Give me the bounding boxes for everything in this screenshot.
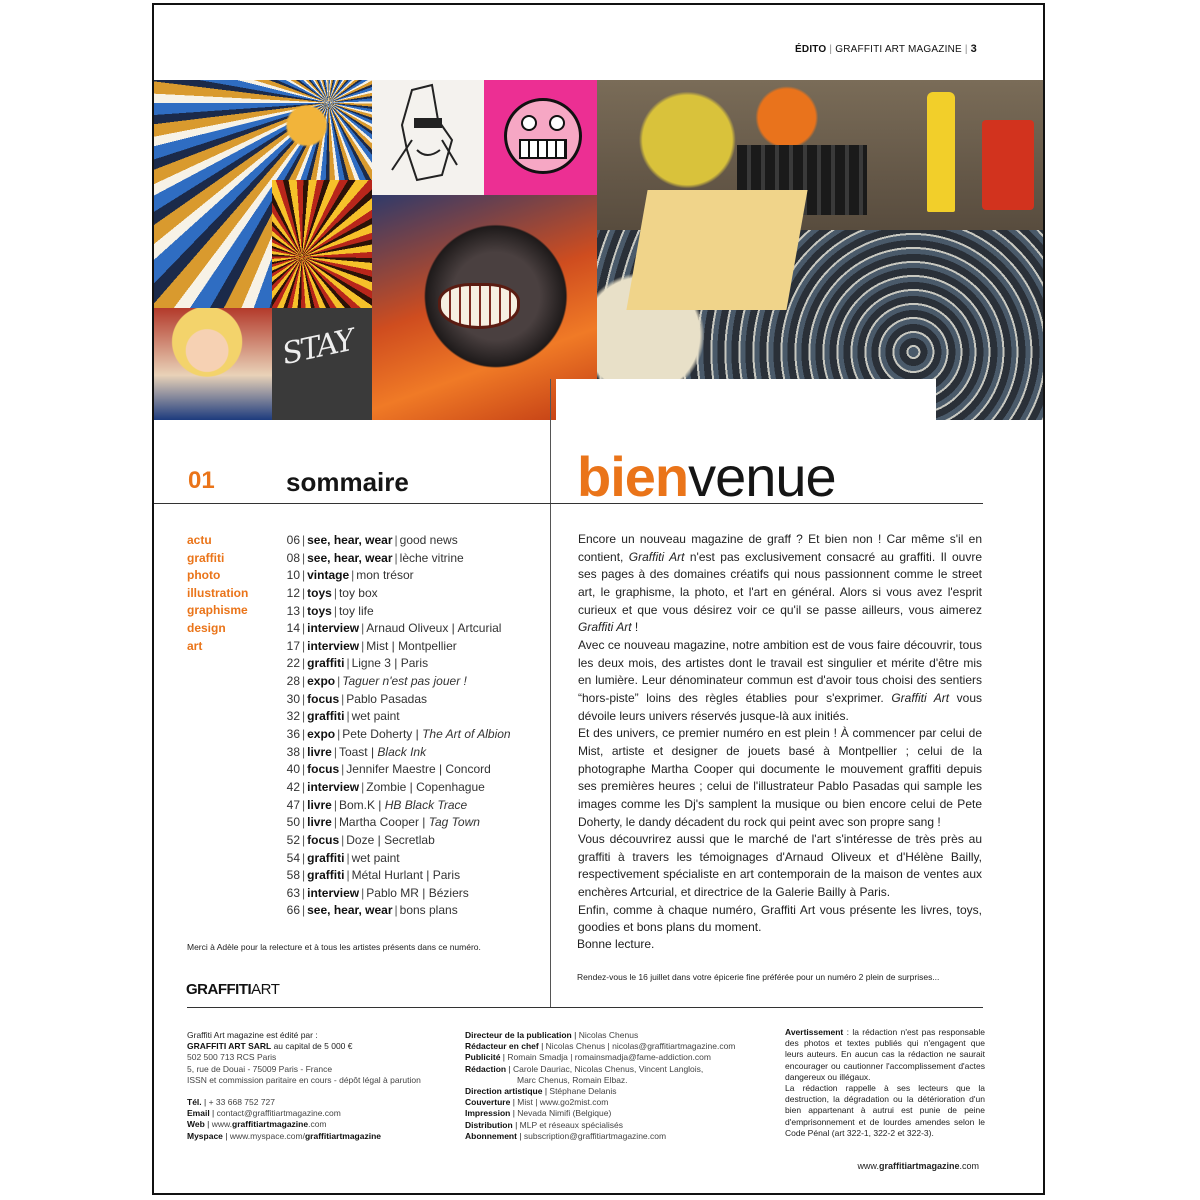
graffiti-tag-photo <box>272 308 372 420</box>
web-link[interactable] <box>212 1119 327 1129</box>
category-item[interactable]: photo <box>187 568 221 583</box>
publisher-info: Graffiti Art magazine est édité par : GRAFFITI ART SARL au capital de 5 000 € 502 500 713 RCS Paris 5, rue de Douai - 75009 Paris - France ISSN et commission paritaire en cours - dépôt légal à parution Tél. | + 33 668 752 727 Email | contact@graffitiartmagazine.com Web | www.graffitiartmagazine.com Myspace | www.myspace.com/graffitiartmagazine <box>187 1030 457 1142</box>
toc-entry[interactable] <box>283 779 511 797</box>
toc-entry[interactable] <box>283 532 511 550</box>
magazine-page <box>152 3 1045 1195</box>
entry-page: 06 <box>286 533 300 547</box>
entry-page: 17 <box>286 638 300 653</box>
credit-label: Rédacteur en chef <box>465 1041 539 1052</box>
separator: | <box>302 533 306 547</box>
label: Email <box>187 1108 210 1119</box>
header-section: ÉDITO <box>795 44 827 55</box>
entry-title: Métal Hurlant | Paris <box>351 868 461 883</box>
entry-page: 38 <box>286 744 300 759</box>
entry-page: 42 <box>286 779 300 794</box>
toc-entry[interactable] <box>283 885 511 903</box>
pinup-illustration <box>154 308 272 420</box>
credit-line: Rédacteur en chef | Nicolas Chenus | nicolas@graffitiartmagazine.com <box>465 1041 736 1052</box>
logo-bold: GRAFFITI <box>186 981 252 998</box>
header-magazine: GRAFFITI ART MAGAZINE <box>835 44 962 55</box>
entry-page: 66 <box>286 903 300 918</box>
category-item[interactable]: design <box>187 620 226 635</box>
entry-rubric: focus <box>307 832 340 847</box>
text: ISSN et commission paritaire en cours - dépôt légal à parution <box>187 1074 421 1085</box>
toc-entry[interactable] <box>283 708 511 726</box>
page-header: ÉDITO | GRAFFITI ART MAGAZINE | 3 <box>795 43 977 55</box>
paint-bottle <box>927 92 955 212</box>
toc-entry[interactable] <box>283 726 511 744</box>
entry-title: Jennifer Maestre | Concord <box>346 762 491 777</box>
toc-entry[interactable] <box>283 620 511 638</box>
separator: | <box>302 621 306 636</box>
separator: | <box>337 674 341 689</box>
text: www. <box>857 1161 879 1171</box>
entry-page: 36 <box>286 727 300 742</box>
category-item[interactable]: graffiti <box>187 550 225 565</box>
credit-value: Nicolas Chenus <box>578 1030 639 1040</box>
category-item[interactable]: art <box>187 638 203 653</box>
separator: | <box>341 691 345 706</box>
entry-page: 30 <box>286 691 300 706</box>
text: Encore un nouveau magazine de graff ? Et bien non ! Car même s'il en contient, <box>578 532 982 564</box>
text: vous dévoile leurs univers réservés jusque-là aux initiés. <box>578 690 983 723</box>
separator: | <box>302 585 306 600</box>
separator: | <box>302 656 306 671</box>
sketch-illustration <box>372 80 484 195</box>
text: au capital de 5 000 € <box>271 1041 353 1052</box>
toc-title: sommaire <box>286 467 409 497</box>
separator: | <box>302 603 306 618</box>
clay-blocks <box>626 190 807 310</box>
grin-teeth <box>438 283 520 329</box>
entry-page: 14 <box>286 621 300 636</box>
credit-label: Publicité <box>465 1052 501 1063</box>
entry-rubric: livre <box>307 797 332 812</box>
entry-rubric: focus <box>307 762 340 777</box>
entry-title: Doze | Secretlab <box>346 832 435 847</box>
category-item[interactable]: illustration <box>187 585 249 600</box>
entry-rubric: livre <box>307 815 332 830</box>
entry-title: Toast | <box>338 744 378 759</box>
phone: + 33 668 752 727 <box>208 1097 276 1108</box>
title-bien: bien <box>577 445 689 508</box>
flames-artwork <box>272 180 372 308</box>
entry-rubric: see, hear, wear <box>307 550 393 565</box>
toc-entry[interactable] <box>283 744 511 762</box>
toc-entry[interactable] <box>283 655 511 673</box>
credit-line: Impression | Nevada Nimifi (Belgique) <box>465 1108 612 1119</box>
credit-value: MLP et réseaux spécialisés <box>519 1119 623 1130</box>
credit-label: Impression <box>465 1108 511 1119</box>
credit-line <box>465 1075 765 1086</box>
entry-title: Pablo Pasadas <box>346 691 427 706</box>
separator: | <box>302 638 306 653</box>
entry-title: Arnaud Oliveux | Artcurial <box>366 621 502 636</box>
toc-entry[interactable] <box>283 761 511 779</box>
separator: | <box>351 568 355 583</box>
entry-title: Bom.K | <box>338 797 385 812</box>
entry-rubric: graffiti <box>307 868 345 883</box>
separator: | <box>302 568 306 583</box>
entry-title: wet paint <box>351 709 400 724</box>
separator: | <box>361 779 365 794</box>
entry-page: 32 <box>286 709 300 724</box>
credits <box>465 1030 765 1142</box>
text: .com <box>308 1119 327 1130</box>
website-url[interactable] <box>857 1161 979 1171</box>
toc-entry[interactable] <box>283 850 511 868</box>
separator: | <box>394 903 398 918</box>
graffiti-art-logo <box>186 981 279 998</box>
category-item[interactable]: graphisme <box>187 603 248 618</box>
text: ! <box>631 620 639 635</box>
toc-entry[interactable] <box>283 902 511 920</box>
text: graffitiartmagazine <box>878 1161 960 1171</box>
entry-rubric: toys <box>307 603 332 618</box>
edito-paragraph: Et des univers, ce premier numéro en est plein ! À commencer par celui de Mist, artiste et designer de jouets basé à Montpellier ; celui de la photographe Martha Cooper qui documente le mouvement graffiti depuis ses premières heures ; celui de l'illustrateur Pablo Pasadas qui sample les images comme les Dj's samplent la musique ou bien encore celui de Pete Doherty, le dandy décadent du rock qui peint avec son propre sang ! <box>578 726 982 829</box>
credit-value: Marc Chenus, Romain Elbaz. <box>517 1074 628 1085</box>
entry-title: wet paint <box>351 850 400 865</box>
edito-paragraph <box>578 637 982 725</box>
separator: | <box>341 832 345 847</box>
page-number: 3 <box>970 43 977 55</box>
category-item[interactable]: actu <box>187 533 212 547</box>
separator: | <box>302 815 306 830</box>
company-name: GRAFFITI ART SARL <box>187 1041 272 1052</box>
entry-page: 47 <box>286 797 300 812</box>
text: graffitiartmagazine <box>232 1119 309 1130</box>
entry-rubric: focus <box>307 691 340 706</box>
photo-collage <box>154 80 1045 420</box>
divider <box>154 503 554 504</box>
entry-page: 13 <box>286 603 300 618</box>
thanks-note: Merci à Adèle pour la relecture et à tous les artistes présents dans ce numéro. <box>187 942 481 952</box>
entry-title: toy box <box>338 585 378 600</box>
entry-rubric: interview <box>307 621 360 636</box>
entry-italic-title: The Art of Albion <box>422 727 511 742</box>
entry-italic-title: Taguer n'est pas jouer ! <box>342 674 467 689</box>
credit-line: Distribution | MLP et réseaux spécialisés <box>465 1119 623 1130</box>
separator: | <box>302 674 306 689</box>
text: Graffiti Art <box>578 620 632 635</box>
address: 5, rue de Douai - 75009 Paris - France <box>187 1063 333 1074</box>
credit-line: Publicité | Romain Smadja | romainsmadja@fame-addiction.com <box>465 1052 711 1063</box>
edito-body <box>578 531 982 937</box>
entry-title: Pablo MR | Béziers <box>366 885 469 900</box>
credit-line: Directeur de la publication | Nicolas Chenus <box>465 1030 639 1040</box>
entry-rubric: toys <box>307 585 332 600</box>
email-link[interactable]: contact@graffitiartmagazine.com <box>216 1108 341 1119</box>
entry-rubric: see, hear, wear <box>307 533 393 547</box>
tag-scrawl: STAY <box>279 322 357 373</box>
closing-line: Bonne lecture. <box>577 937 655 951</box>
credit-label: Rédaction <box>465 1063 507 1074</box>
separator: | <box>302 779 306 794</box>
entry-title: lèche vitrine <box>399 550 464 565</box>
separator: | <box>302 762 306 777</box>
entry-rubric: interview <box>307 779 360 794</box>
credit-value: Nicolas Chenus | nicolas@graffitiartmagazine.com <box>545 1041 736 1052</box>
text: www.myspace.com/ <box>229 1130 305 1141</box>
separator: | <box>394 550 398 565</box>
credit-value: Carole Dauriac, Nicolas Chenus, Vincent Langlois, <box>513 1063 704 1074</box>
toc-entry[interactable] <box>283 603 511 621</box>
text: Graffiti Art <box>891 690 950 705</box>
credit-value: Mist | www.go2mist.com <box>517 1097 609 1108</box>
text: Graffiti Art <box>628 549 685 564</box>
text: 502 500 713 RCS Paris <box>187 1052 277 1063</box>
text: : la rédaction n'est pas responsable des photos et textes publiés qui n'engagent que leurs auteurs. En aucun cas la rédaction ne saurait encourager ou cautionner l'accomplissement d'actes dangereux ou illégaux. <box>785 1027 985 1082</box>
entry-italic-title: Tag Town <box>428 815 480 830</box>
credit-label: Direction artistique <box>465 1086 543 1097</box>
credit-label: Directeur de la publication <box>465 1030 572 1040</box>
sketch-drawing <box>372 80 484 195</box>
entry-page: 28 <box>286 674 300 689</box>
pig-illustration <box>484 80 597 195</box>
toc-entry[interactable] <box>283 567 511 585</box>
spray-cans-shelf-photo <box>597 80 1045 420</box>
entry-rubric: expo <box>307 674 336 689</box>
toc-entry[interactable] <box>283 550 511 568</box>
separator: | <box>302 885 306 900</box>
myspace-link[interactable] <box>230 1131 381 1141</box>
entry-page: 08 <box>286 550 300 565</box>
entry-title: Mist | Montpellier <box>366 638 457 653</box>
credit-line: Direction artistique | Stéphane Delanis <box>465 1086 617 1097</box>
entry-title: Martha Cooper | <box>338 815 429 830</box>
label: Tél. <box>187 1097 202 1108</box>
separator: | <box>394 533 398 547</box>
toc-entries <box>283 532 511 920</box>
entry-italic-title: Black Ink <box>377 744 427 759</box>
credit-line: Rédaction | Carole Dauriac, Nicolas Chenus, Vincent Langlois, <box>465 1063 704 1074</box>
logo-light: ART <box>251 981 280 998</box>
toc-number: 01 <box>188 467 215 494</box>
text: La rédaction rappelle à ses lecteurs que la destruction, la dégradation ou la détérioration d'un bien appartenant à autrui est punie de peine d'emprisonnement et de lourdes amendes selon le Code Pénal (art 322-1, 322-2 et 322-3). <box>785 1083 985 1138</box>
separator: | <box>302 550 306 565</box>
entry-rubric: vintage <box>307 568 350 583</box>
credit-value: subscription@graffitiartmagazine.com <box>523 1130 667 1141</box>
credit-line: Couverture | Mist | www.go2mist.com <box>465 1097 609 1108</box>
disclaimer <box>785 1027 985 1139</box>
text: www. <box>211 1119 233 1130</box>
toc-entry[interactable] <box>283 867 511 885</box>
toc-entry[interactable] <box>283 814 511 832</box>
entry-rubric: graffiti <box>307 709 345 724</box>
divider <box>187 1007 983 1008</box>
pig-face <box>504 98 582 174</box>
entry-page: 12 <box>286 585 300 600</box>
text: n'est pas exclusivement consacré au graffiti. Il ouvre ses pages à des domaines créatifs qui nous passionnent comme le street art, le graphisme, la photo, et l'art en général. Alors si vous avez l'esprit curieux et que vous désirez voir ce qu'il se passe ailleurs, vous aimerez <box>578 549 983 617</box>
entry-title: good news <box>399 533 458 547</box>
text: Graffiti Art magazine est édité par : <box>187 1030 318 1040</box>
entry-page: 54 <box>286 850 300 865</box>
entry-rubric: graffiti <box>307 656 345 671</box>
entry-page: 50 <box>286 815 300 830</box>
toc-entry[interactable] <box>283 832 511 850</box>
entry-page: 52 <box>286 832 300 847</box>
separator: | <box>302 832 306 847</box>
entry-page: 10 <box>286 568 300 583</box>
toc-entry[interactable] <box>283 691 511 709</box>
entry-page: 63 <box>286 885 300 900</box>
label: Web <box>187 1119 205 1130</box>
entry-page: 58 <box>286 868 300 883</box>
pig-eye <box>549 115 565 131</box>
title-venue: venue <box>688 445 836 508</box>
toc-entry[interactable] <box>283 797 511 815</box>
entry-title: Ligne 3 | Paris <box>351 656 429 671</box>
separator: | <box>361 638 365 653</box>
entry-italic-title: HB Black Trace <box>384 797 468 812</box>
toc-entry[interactable] <box>283 638 511 656</box>
category-list <box>187 532 248 655</box>
separator: | <box>346 850 350 865</box>
separator: | <box>346 709 350 724</box>
entry-title: mon trésor <box>356 568 414 583</box>
pig-teeth <box>519 139 567 159</box>
separator: | <box>302 709 306 724</box>
separator: | <box>361 885 365 900</box>
edito-paragraph: Vous découvrirez aussi que le marché de l'art s'intéresse de très près au graffiti à travers les témoignages d'Arnaud Oliveux et d'Hélène Bailly, respectivement spécialiste en art contemporain de la maison de ventes aux enchères Artcurial, et directrice de la Galerie Bailly à Paris. <box>578 832 982 900</box>
separator: | <box>341 762 345 777</box>
separator: | <box>302 744 306 759</box>
text: .com <box>959 1161 979 1171</box>
entry-title: Pete Doherty | <box>342 727 423 742</box>
credit-value: Nevada Nimifi (Belgique) <box>517 1108 612 1119</box>
entry-rubric: expo <box>307 727 336 742</box>
credit-label: Abonnement <box>465 1130 517 1141</box>
toc-entry[interactable] <box>283 673 511 691</box>
entry-page: 40 <box>286 762 300 777</box>
separator: | <box>302 797 306 812</box>
pig-eye <box>521 115 537 131</box>
separator: | <box>361 621 365 636</box>
toc-entry[interactable] <box>283 585 511 603</box>
separator: | <box>302 850 306 865</box>
edito-title <box>577 447 836 507</box>
text: Avec ce nouveau magazine, notre ambition est de vous faire découvrir, tous les deux mois, des artistes dont le travail est singulier et mérite d'être mis en lumière. Leur dénominateur commun est d'avoir tous choisi des sentiers “hors-piste” loins des règles établies pour s'exprimer. <box>578 637 982 705</box>
separator: | <box>333 815 337 830</box>
separator: | <box>346 656 350 671</box>
credit-label: Couverture <box>465 1097 511 1108</box>
separator: | <box>302 868 306 883</box>
edito-paragraph: Enfin, comme à chaque numéro, Graffiti Art vous présente les livres, toys, goodies et bons plans du moment. <box>578 902 982 935</box>
entry-title: Zombie | Copenhague <box>366 779 485 794</box>
separator: | <box>333 797 337 812</box>
separator: | <box>302 903 306 918</box>
entry-rubric: graffiti <box>307 850 345 865</box>
credit-line: Abonnement | subscription@graffitiartmagazine.com <box>465 1130 667 1141</box>
credit-label: Distribution <box>465 1119 513 1130</box>
paint-jar <box>982 120 1034 210</box>
credit-value: Stéphane Delanis <box>549 1086 617 1097</box>
separator: | <box>302 727 306 742</box>
separator: | <box>333 603 337 618</box>
entry-title: bons plans <box>399 903 458 918</box>
credit-value: Romain Smadja | romainsmadja@fame-addiction.com <box>507 1052 711 1063</box>
separator: | <box>302 691 306 706</box>
separator: | <box>337 727 341 742</box>
next-issue-note: Rendez-vous le 16 juillet dans votre épicerie fine préférée pour un numéro 2 plein de surprises... <box>577 972 940 982</box>
entry-rubric: interview <box>307 885 360 900</box>
label: Myspace <box>187 1130 223 1141</box>
entry-rubric: livre <box>307 744 332 759</box>
column-divider <box>550 379 551 1007</box>
label: Avertissement <box>785 1027 844 1037</box>
entry-rubric: see, hear, wear <box>307 903 393 918</box>
entry-title: toy life <box>338 603 374 618</box>
separator: | <box>346 868 350 883</box>
title-box <box>556 379 936 429</box>
text: graffitiartmagazine <box>304 1130 382 1141</box>
entry-page: 22 <box>286 656 300 671</box>
separator: | <box>333 585 337 600</box>
edito-paragraph <box>578 531 982 637</box>
entry-rubric: interview <box>307 638 360 653</box>
separator: | <box>333 744 337 759</box>
